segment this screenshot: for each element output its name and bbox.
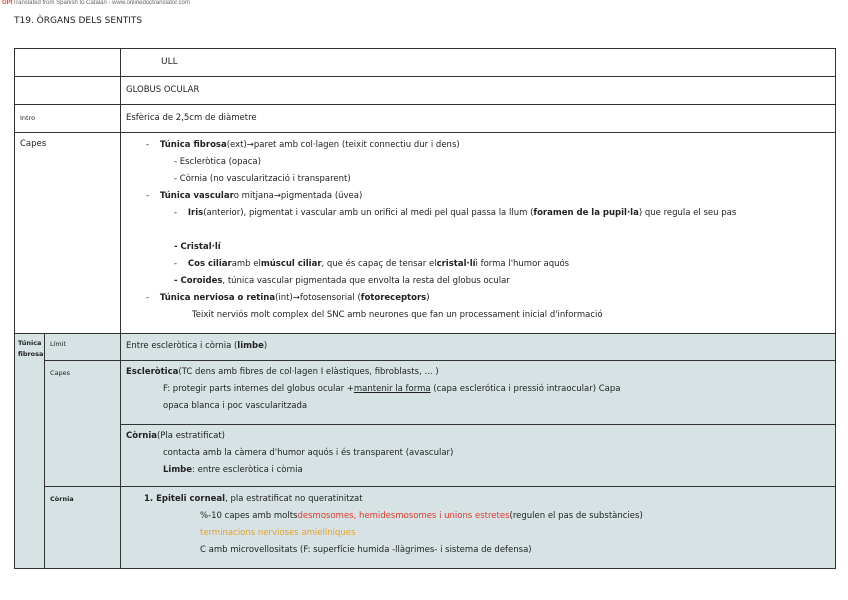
row-cornia <box>15 487 836 569</box>
list-item: - Escleròtica (opaca) <box>174 157 261 167</box>
row-ull <box>15 49 836 77</box>
row-capes <box>15 133 836 334</box>
row-globus <box>15 77 836 105</box>
list-item: - Iris(anterior), pigmentat i vascular amb un orifici al medi pel qual passa la llum (foramen de la pupil·la) que regula el seu pas <box>174 208 737 218</box>
cornia-label: Còrnia <box>45 487 121 569</box>
text-line: Limbe: entre escleròtica i còrnia <box>163 465 303 475</box>
limit-value: Entre escleròtica i còrnia (limbe) <box>121 334 836 361</box>
list-item: - Còrnia (no vascularització i transparent) <box>174 174 351 184</box>
list-item: Teixit nerviós molt complex del SNC amb neurones que fan un processament inicial d'informació <box>192 310 603 320</box>
globus-heading: GLOBUS OCULAR <box>121 77 836 105</box>
page-title: T19. ÒRGANS DELS SENTITS <box>14 16 143 26</box>
list-item: - Túnica vascularo mitjana→pigmentada (úvea) <box>146 191 363 201</box>
translation-watermark <box>2 0 190 6</box>
capes-sub-label: Capes <box>45 361 121 487</box>
watermark-logo: GPt <box>2 0 13 6</box>
text-line: F: protegir parts internes del globus ocular +mantenir la forma (capa esclerótica i pressió intraocular) Capa <box>163 384 621 394</box>
row-cornia-capes <box>15 425 836 487</box>
text-line: C amb microvellositats (F: superfície humida -llàgrimes- i sistema de defensa) <box>200 545 532 555</box>
capes-label: Capes <box>15 133 121 334</box>
text-line: 1. Epiteli corneal, pla estratificat no queratinitzat <box>144 494 363 504</box>
text-line: contacta amb la càmera d'humor aquós i és transparent (avascular) <box>163 448 454 458</box>
row-limit <box>15 334 836 361</box>
text-line: opaca blanca i poc vascularitzada <box>163 401 308 411</box>
ull-heading: ULL <box>121 49 836 77</box>
list-item: - Cristal·lí <box>174 242 221 252</box>
text-line: %-10 capes amb moltsdesmosomes, hemidesmosomes i unions estretes(regulen el pas de substàncies) <box>200 511 643 521</box>
capes-content <box>121 133 836 334</box>
watermark-text: Translated from Spanish to Catalan - www.onlinedoctranslator.com <box>12 0 190 6</box>
intro-value: Esfèrica de 2,5cm de diàmetre <box>121 105 836 133</box>
list-item: - Túnica fibrosa(ext)→paret amb col·lagen (teixit connectiu dur i dens) <box>146 140 460 150</box>
cornia-cell <box>121 425 836 487</box>
list-item: - Cos ciliaramb elmúscul ciliar, que és capaç de tensar elcristal·líi forma l'humor aquós <box>174 259 570 269</box>
list-item: - Coroides, túnica vascular pigmentada que envolta la resta del globus ocular <box>174 276 510 286</box>
text-line: Còrnia(Pla estratificat) <box>126 431 225 441</box>
esclerotica-cell <box>121 361 836 425</box>
row-intro <box>15 105 836 133</box>
list-item: - Túnica nerviosa o retina(int)→fotosensorial (fotoreceptors) <box>146 293 430 303</box>
intro-label: Intro <box>15 105 121 133</box>
tunica-fibrosa-label: Túnica fibrosa <box>15 334 45 569</box>
row-escl <box>15 361 836 425</box>
cornia-content <box>121 487 836 569</box>
limit-label: Límit <box>45 334 121 361</box>
text-line: terminacions nervioses amielíniques <box>200 528 356 538</box>
text-line: Escleròtica(TC dens amb fibres de col·lagen I elàstiques, fibroblasts, ... ) <box>126 367 439 377</box>
notes-table <box>14 48 836 569</box>
